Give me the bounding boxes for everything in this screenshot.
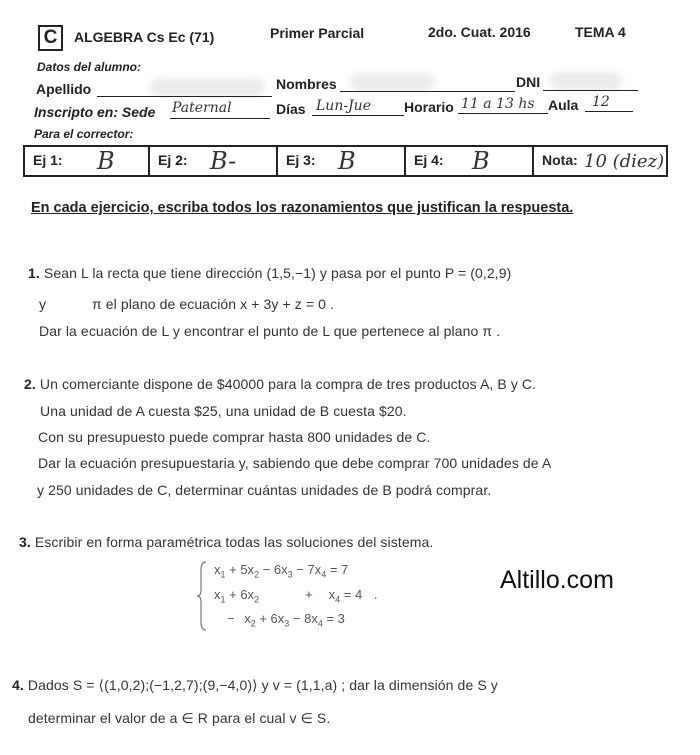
grade-value: B: [472, 147, 490, 175]
redacted-apellido: [150, 78, 265, 96]
nombres-label: Nombres: [276, 76, 337, 92]
aula-label: Aula: [548, 97, 579, 113]
dias-label: Días: [276, 101, 306, 117]
grade-cell-label: Ej 4:: [414, 152, 444, 168]
instruction-text: En cada ejercicio, escriba todos los razonamientos que justifican la respuesta.: [31, 200, 574, 216]
watermark-text: Altillo.com: [500, 566, 614, 594]
redacted-dni: [550, 72, 622, 90]
grade-value: B-: [210, 147, 237, 175]
question-1-text-1: Sean L la recta que tiene dirección (1,5,−1) y pasa por el punto P = (0,2,9): [43, 265, 512, 281]
tema-label: TEMA 4: [575, 24, 626, 40]
question-4-line-2: determinar el valor de a ∈ R para el cual v ∈ S.: [28, 710, 331, 726]
student-section-title: Datos del alumno:: [37, 60, 142, 74]
grade-cell-nota: [534, 147, 666, 175]
question-2-line-1: [24, 376, 536, 392]
question-1-number: 1.: [28, 265, 40, 281]
question-2-line-2: Una unidad de A cuesta $25, una unidad de B cuesta $20.: [40, 403, 407, 419]
inscripto-label: Inscripto en: Sede: [34, 104, 156, 120]
grade-cell-ej3: [278, 147, 406, 175]
question-1-line-1: [28, 265, 511, 281]
dias-value: Lun-Jue: [316, 98, 371, 114]
grade-cell-ej1: [25, 147, 150, 175]
question-4-text-1: Dados S = ⟨(1,0,2);(−1,2,7);(9,−4,0)⟩ y v = (1,1,a) ; dar la dimensión de S y: [27, 677, 498, 693]
question-2-line-3: Con su presupuesto puede comprar hasta 800 unidades de C.: [38, 429, 431, 445]
question-2-line-4: Dar la ecuación presupuestaria y, sabiendo que debe comprar 700 unidades de A: [38, 455, 552, 471]
apellido-label: Apellido: [36, 81, 92, 97]
grade-cell-ej2: [150, 147, 278, 175]
grade-cell-label: Ej 1:: [33, 152, 63, 168]
question-3-text: Escribir en forma paramétrica todas las soluciones del sistema.: [34, 534, 434, 550]
question-3-number: 3.: [19, 534, 31, 550]
version-box: C: [38, 25, 63, 51]
exam-name: Primer Parcial: [270, 25, 365, 41]
grade-value: B: [338, 147, 356, 175]
grade-table: [23, 145, 668, 177]
question-1-line-3: Dar la ecuación de L y encontrar el punto de L que pertenece al plano π .: [39, 323, 501, 339]
corrector-title: Para el corrector:: [34, 127, 134, 141]
term-label: 2do. Cuat. 2016: [428, 24, 531, 40]
sede-line: [170, 118, 270, 119]
system-equation-2: $x_1 + 6x_2 + x_4 = 4$ .: [214, 587, 378, 605]
final-grade-value: 10 (diez): [584, 151, 665, 172]
question-3-line: [19, 534, 433, 550]
dni-line: [543, 90, 638, 91]
horario-value: 11 a 13 hs: [461, 96, 535, 112]
grade-cell-ej4: [406, 147, 534, 175]
horario-label: Horario: [404, 99, 454, 115]
question-2-line-5: y 250 unidades de C, determinar cuántas unidades de B podrá comprar.: [37, 482, 492, 498]
course-name: ALGEBRA Cs Ec (71): [74, 29, 215, 45]
grade-cell-label: Ej 2:: [158, 152, 188, 168]
aula-value: 12: [592, 94, 610, 110]
system-equation-1: $x_1 + 5x_2 - 6x_3 - 7x_4 = 7$: [214, 562, 349, 580]
horario-line: [458, 113, 548, 114]
question-1-line-2b: π el plano de ecuación x + 3y + z = 0 .: [92, 296, 334, 312]
grade-cell-label: Ej 3:: [286, 152, 316, 168]
grade-value: B: [97, 147, 115, 175]
dias-line: [312, 115, 404, 116]
question-2-number: 2.: [24, 376, 36, 392]
apellido-line: [97, 96, 272, 97]
question-1-line-2a: y: [39, 296, 47, 312]
dni-label: DNI: [516, 74, 541, 90]
aula-line: [585, 111, 633, 112]
question-4-number: 4.: [12, 677, 24, 693]
question-2-text-1: Un comerciante dispone de $40000 para la compra de tres productos A, B y C.: [39, 376, 537, 392]
grade-cell-label: Nota:: [542, 152, 578, 168]
system-brace: [196, 560, 208, 632]
nombres-line: [340, 91, 515, 92]
question-4-line-1: [12, 677, 498, 694]
redacted-nombres: [350, 73, 435, 91]
system-equation-3: − $x_2 + 6x_3 - 8x_4 = 3$: [227, 611, 345, 629]
sede-value: Paternal: [172, 100, 232, 116]
